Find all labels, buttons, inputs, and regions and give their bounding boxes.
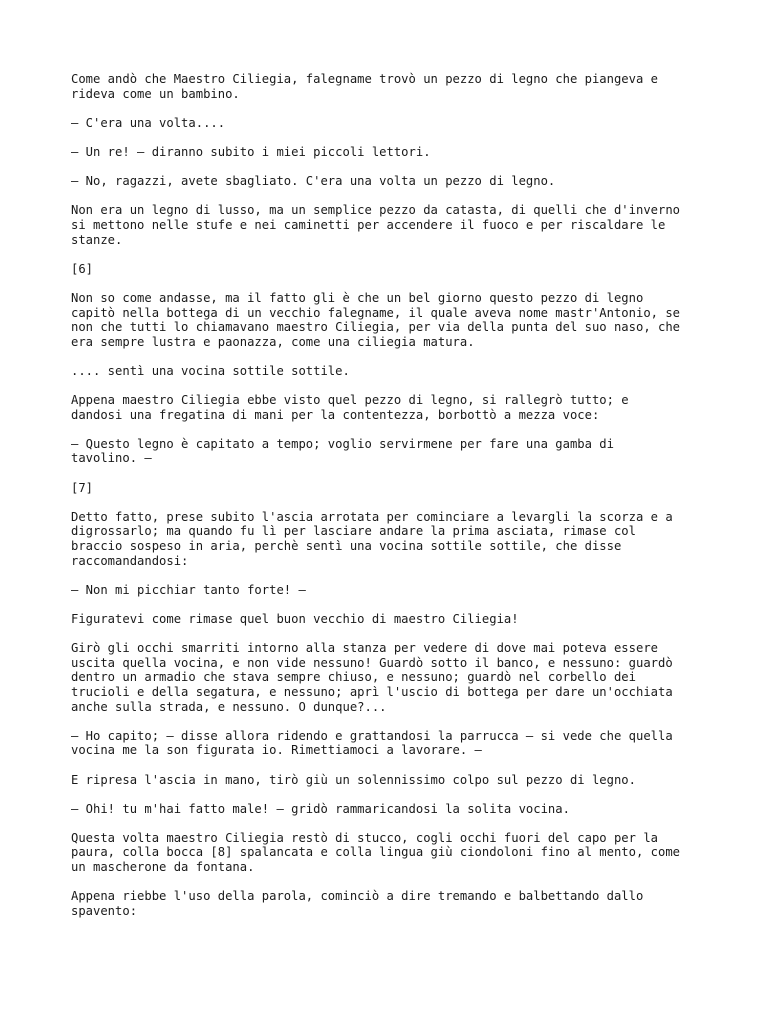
paragraph-dialogue: — Ohi! tu m'hai fatto male! — gridò rammaricandosi la solita vocina. xyxy=(71,801,570,816)
paragraph: Appena riebbe l'uso della parola, cominciò a dire tremando e balbettando dallo spavento: xyxy=(71,889,644,918)
paragraph-dialogue: — Ho capito; — disse allora ridendo e grattandosi la parrucca — si vede che quella vocina me la son figurata io. Rimettiamoci a lavorare. — xyxy=(71,728,673,758)
paragraph: .... sentì una vocina sottile sottile. xyxy=(71,363,350,378)
paragraph-dialogue: — C'era una volta.... xyxy=(71,115,226,130)
paragraph-dialogue: — Non mi picchiar tanto forte! — xyxy=(71,582,306,597)
document-body xyxy=(71,72,711,933)
paragraph: Detto fatto, prese subito l'ascia arrotata per cominciare a levargli la scorza e a digrossarlo; ma quando fu lì per lasciare andare la prima asciata, rimase col braccio sospeso in aria, perchè sentì una vocina sottile sottile, che disse raccomandandosi: xyxy=(71,509,673,568)
page-marker: [7] xyxy=(71,480,94,495)
paragraph: Non so come andasse, ma il fatto gli è che un bel giorno questo pezzo di legno capitò nella bottega di un vecchio falegname, il quale aveva nome mastr'Antonio, se non che tutti lo chiamavano maestro Ciliegia, per via della punta del suo naso, che era sempre lustra e paonazza, come una ciliegia matura. xyxy=(71,290,681,349)
paragraph: Figuratevi come rimase quel buon vecchio di maestro Ciliegia! xyxy=(71,611,519,626)
paragraph: E ripresa l'ascia in mano, tirò giù un solennissimo colpo sul pezzo di legno. xyxy=(71,772,636,787)
paragraph-dialogue: — Un re! — diranno subito i miei piccoli lettori. xyxy=(71,144,431,159)
paragraph: Appena maestro Ciliegia ebbe visto quel pezzo di legno, si rallegrò tutto; e dandosi una fregatina di mani per la contentezza, borbottò a mezza voce: xyxy=(71,393,629,422)
paragraph: Questa volta maestro Ciliegia restò di stucco, cogli occhi fuori del capo per la paura, colla bocca [8] spalancata e colla lingua giù ciondoloni fino al mento, come un mascherone da fontana. xyxy=(71,830,681,875)
paragraph-dialogue: — Questo legno è capitato a tempo; voglio servirmene per fare una gamba di tavolino. — xyxy=(71,436,614,466)
page-marker: [6] xyxy=(71,261,94,276)
paragraph-dialogue: — No, ragazzi, avete sbagliato. C'era una volta un pezzo di legno. xyxy=(71,174,556,189)
paragraph: Girò gli occhi smarriti intorno alla stanza per vedere di dove mai poteva essere uscita quella vocina, e non vide nessuno! Guardò sotto il banco, e nessuno: guardò dentro un armadio che stava sempre chiuso, e nessuno; guardò nel corbello dei trucioli e della segatura, e nessuno; aprì l'uscio di bottega per dare un'occhiata anche sulla strada, e nessuno. O dunque?... xyxy=(71,641,673,714)
paragraph-intro: Come andò che Maestro Ciliegia, falegname trovò un pezzo di legno che piangeva e rideva come un bambino. xyxy=(71,72,658,101)
paragraph: Non era un legno di lusso, ma un semplice pezzo da catasta, di quelli che d'inverno si mettono nelle stufe e nei caminetti per accendere il fuoco e per riscaldare le stanze. xyxy=(71,203,681,247)
